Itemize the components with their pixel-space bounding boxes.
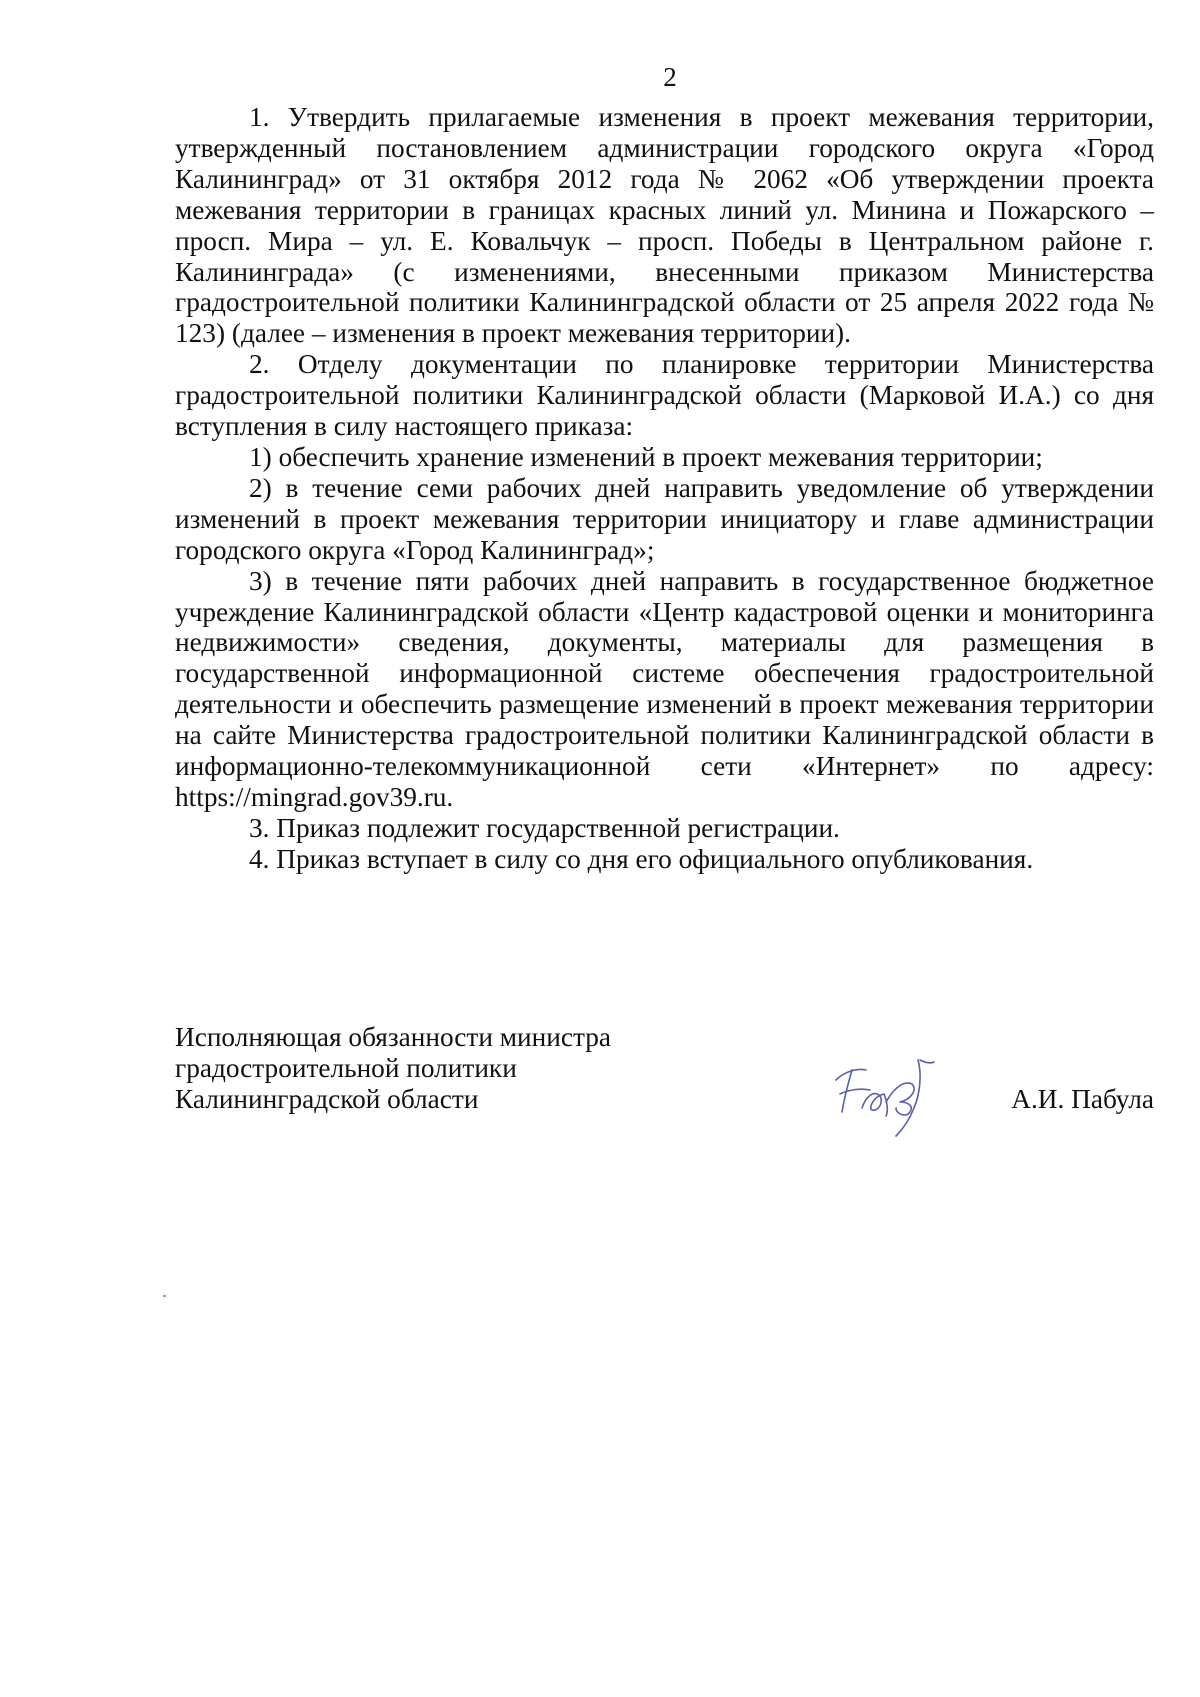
page-number: 2 xyxy=(663,62,677,92)
handwritten-signature xyxy=(830,1050,940,1140)
signatory-position xyxy=(175,1022,611,1115)
subitem-1-storage: 1) обеспечить хранение изменений в проект межевания территории; xyxy=(249,441,1043,472)
signer-name: А.И. Пабула xyxy=(1011,1084,1154,1114)
paragraph-1-approve-changes: 1. Утвердить прилагаемые изменения в проект межевания территории, утвержденный постановлением администрации городского округа «Город Калининград» от 31 октября 2012 года № 2062 «Об утверждении проекта межевания территории в границах красных линий ул. Минина и Пожарского – просп. Мира – ул. Е. Ковальчук – просп. Победы в Центральном районе г. Калининграда» (с изменениями, внесенными приказом Министерства градостроительной политики Калининградской области от 25 апреля 2022 года № 123) (далее – изменения в проект межевания территории). xyxy=(175,102,1154,349)
position-line-3: Калининградской области xyxy=(175,1084,479,1114)
document-body xyxy=(175,102,1154,875)
position-line-2: градостроительной политики xyxy=(175,1053,517,1083)
paragraph-3-registration: 3. Приказ подлежит государственной регистрации. xyxy=(249,812,840,843)
paragraph-2-department-instructions: 2. Отделу документации по планировке территории Министерства градостроительной политики Калининградской области (Марковой И.А.) со дня вступления в силу настоящего приказа: xyxy=(175,349,1154,442)
scan-speck xyxy=(163,1295,166,1297)
position-line-1: Исполняющая обязанности министра xyxy=(175,1022,611,1052)
subitem-2-notification: 2) в течение семи рабочих дней направить уведомление об утверждении изменений в проект межевания территории инициатору и главе администрации городского округа «Город Калининград»; xyxy=(175,472,1154,565)
paragraph-4-effective-date: 4. Приказ вступает в силу со дня его официального опубликования. xyxy=(249,843,1034,874)
subitem-3-publication: 3) в течение пяти рабочих дней направить в государственное бюджетное учреждение Калининградской области «Центр кадастровой оценки и мониторинга недвижимости» сведения, документы, материалы для размещения в государственной информационной системе обеспечения градостроительной деятельности и обеспечить размещение изменений в проект межевания территории на сайте Министерства градостроительной политики Калининградской области в информационно-телекоммуникационной сети «Интернет» по адресу: https://mingrad.gov39.ru. xyxy=(175,565,1154,812)
